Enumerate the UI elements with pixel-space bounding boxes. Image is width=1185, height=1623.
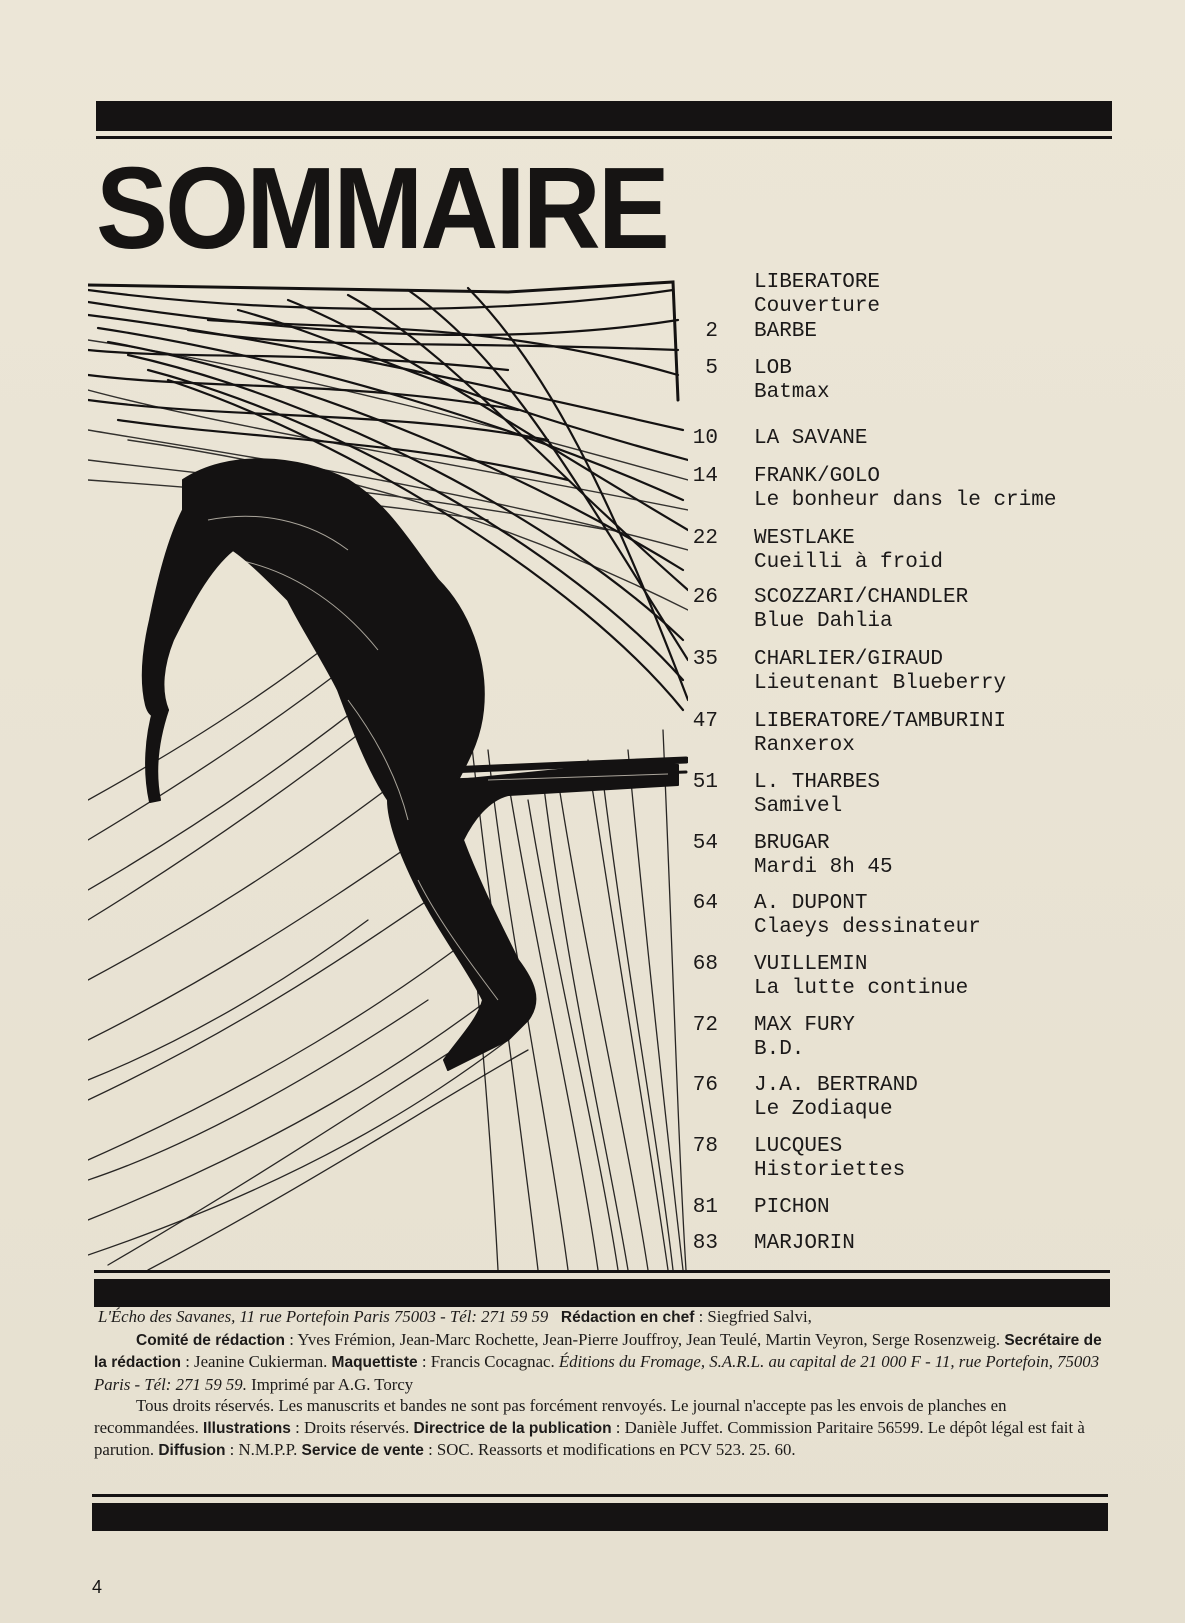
toc-page-number: 72 bbox=[692, 1014, 718, 1037]
masthead-credits bbox=[94, 1306, 1114, 1462]
toc-title: Batmax bbox=[754, 381, 830, 404]
credit-label: Illustrations bbox=[203, 1419, 291, 1437]
toc-author: CHARLIER/GIRAUD bbox=[754, 648, 944, 671]
toc-page-number: 68 bbox=[692, 953, 718, 976]
toc-page-number: 81 bbox=[692, 1196, 718, 1219]
credit-label: Directrice de la publication bbox=[413, 1419, 612, 1437]
toc-page-number: 5 bbox=[705, 357, 718, 380]
toc-title: B.D. bbox=[754, 1038, 805, 1061]
toc-page-number: 83 bbox=[692, 1232, 718, 1255]
page-title: SOMMAIRE bbox=[96, 143, 668, 273]
credit-value: : Siegfried Salvi, bbox=[694, 1307, 812, 1326]
toc-page-number: 22 bbox=[692, 527, 718, 550]
toc-title: Couverture bbox=[754, 295, 881, 318]
toc-author: A. DUPONT bbox=[754, 892, 868, 915]
credit-label: Rédaction en chef bbox=[560, 1309, 695, 1326]
toc-page-number: 51 bbox=[692, 771, 718, 794]
mid-thick-bar bbox=[94, 1279, 1110, 1307]
toc-page-number: 76 bbox=[692, 1074, 718, 1097]
top-thick-bar bbox=[96, 101, 1112, 131]
toc-title: Le Zodiaque bbox=[754, 1098, 893, 1121]
credit-value: : Yves Frémion, Jean-Marc Rochette, Jean-Pierre Jouffroy, Jean Teulé, Martin Veyron, Serge Rosenzweig. bbox=[285, 1329, 1001, 1349]
mid-thin-rule bbox=[94, 1270, 1110, 1273]
toc-page-number: 26 bbox=[692, 586, 718, 609]
bottom-thin-rule bbox=[92, 1494, 1108, 1497]
toc-title: Samivel bbox=[754, 795, 843, 818]
toc-title: Blue Dahlia bbox=[754, 610, 893, 633]
toc-author: VUILLEMIN bbox=[754, 953, 868, 976]
credit-label: Service de vente bbox=[301, 1442, 424, 1459]
toc-title: Claeys dessinateur bbox=[754, 916, 981, 939]
toc-title: Historiettes bbox=[754, 1159, 906, 1182]
toc-title: La lutte continue bbox=[754, 977, 969, 1000]
toc-page-number: 64 bbox=[692, 892, 718, 915]
printer: Imprimé par A.G. Torcy bbox=[246, 1374, 414, 1394]
toc-title: Le bonheur dans le crime bbox=[754, 489, 1057, 512]
toc-author: LUCQUES bbox=[754, 1135, 843, 1158]
rights-notice: Tous droits réservés. Les manuscrits et bandes ne sont pas forcément renvoyés. Le journal n'accepte pas les envois de planches en recommandées. bbox=[94, 1396, 1007, 1437]
page-number: 4 bbox=[92, 1577, 103, 1597]
toc-page-number: 14 bbox=[692, 465, 718, 488]
toc-page-number: 10 bbox=[692, 427, 718, 450]
toc-title: Mardi 8h 45 bbox=[754, 856, 893, 879]
credit-value: : Danièle Juffet. Commission Paritaire 56599. Le dépôt légal est fait à parution. bbox=[94, 1417, 1085, 1459]
credit-label: Comité de rédaction bbox=[136, 1331, 285, 1349]
credit-label: Maquettiste bbox=[331, 1354, 418, 1371]
toc-title: Ranxerox bbox=[754, 734, 855, 757]
credit-label: Secrétaire de la rédaction bbox=[94, 1331, 1102, 1371]
credit-value: : Jeanine Cukierman. bbox=[181, 1352, 328, 1371]
credit-label: Diffusion bbox=[158, 1442, 226, 1459]
toc-author: L. THARBES bbox=[754, 771, 881, 794]
toc-author: LOB bbox=[754, 357, 792, 380]
toc-author: MARJORIN bbox=[754, 1232, 855, 1255]
publisher-legal: Éditions du Fromage, S.A.R.L. au capital de 21 000 F - 11, rue Portefoin, 75003 Paris - Tél: 271 59 59. bbox=[94, 1352, 1100, 1394]
toc-author: LIBERATORE/TAMBURINI bbox=[754, 710, 1007, 733]
toc-page-number: 35 bbox=[692, 648, 718, 671]
toc-author: LA SAVANE bbox=[754, 427, 868, 450]
credit-value: : Francis Cocagnac. bbox=[417, 1352, 555, 1371]
credit-value: : N.M.P.P. bbox=[225, 1440, 298, 1459]
toc-author: SCOZZARI/CHANDLER bbox=[754, 586, 969, 609]
toc-author: PICHON bbox=[754, 1196, 830, 1219]
toc-page-number: 54 bbox=[692, 832, 718, 855]
toc-author: BARBE bbox=[754, 320, 818, 343]
toc-page-number: 2 bbox=[705, 320, 718, 343]
toc-author: LIBERATORE bbox=[754, 271, 881, 294]
toc-author: FRANK/GOLO bbox=[754, 465, 881, 488]
toc-author: MAX FURY bbox=[754, 1014, 855, 1037]
toc-page-number: 47 bbox=[692, 710, 718, 733]
toc-title: Lieutenant Blueberry bbox=[754, 672, 1007, 695]
credit-value: : SOC. Reassorts et modifications en PCV 523. 25. 60. bbox=[423, 1440, 796, 1459]
bottom-thick-bar bbox=[92, 1503, 1108, 1531]
falling-figure-illustration bbox=[88, 280, 688, 1270]
toc-page-number: 78 bbox=[692, 1135, 718, 1158]
toc-author: WESTLAKE bbox=[754, 527, 855, 550]
publisher-address: L'Écho des Savanes, 11 rue Portefoin Paris 75003 - Tél: 271 59 59 bbox=[98, 1307, 549, 1326]
toc-author: BRUGAR bbox=[754, 832, 830, 855]
toc-title: Cueilli à froid bbox=[754, 551, 944, 574]
credit-value: : Droits réservés. bbox=[290, 1417, 410, 1437]
toc-author: J.A. BERTRAND bbox=[754, 1074, 918, 1097]
top-thin-rule bbox=[96, 136, 1112, 139]
